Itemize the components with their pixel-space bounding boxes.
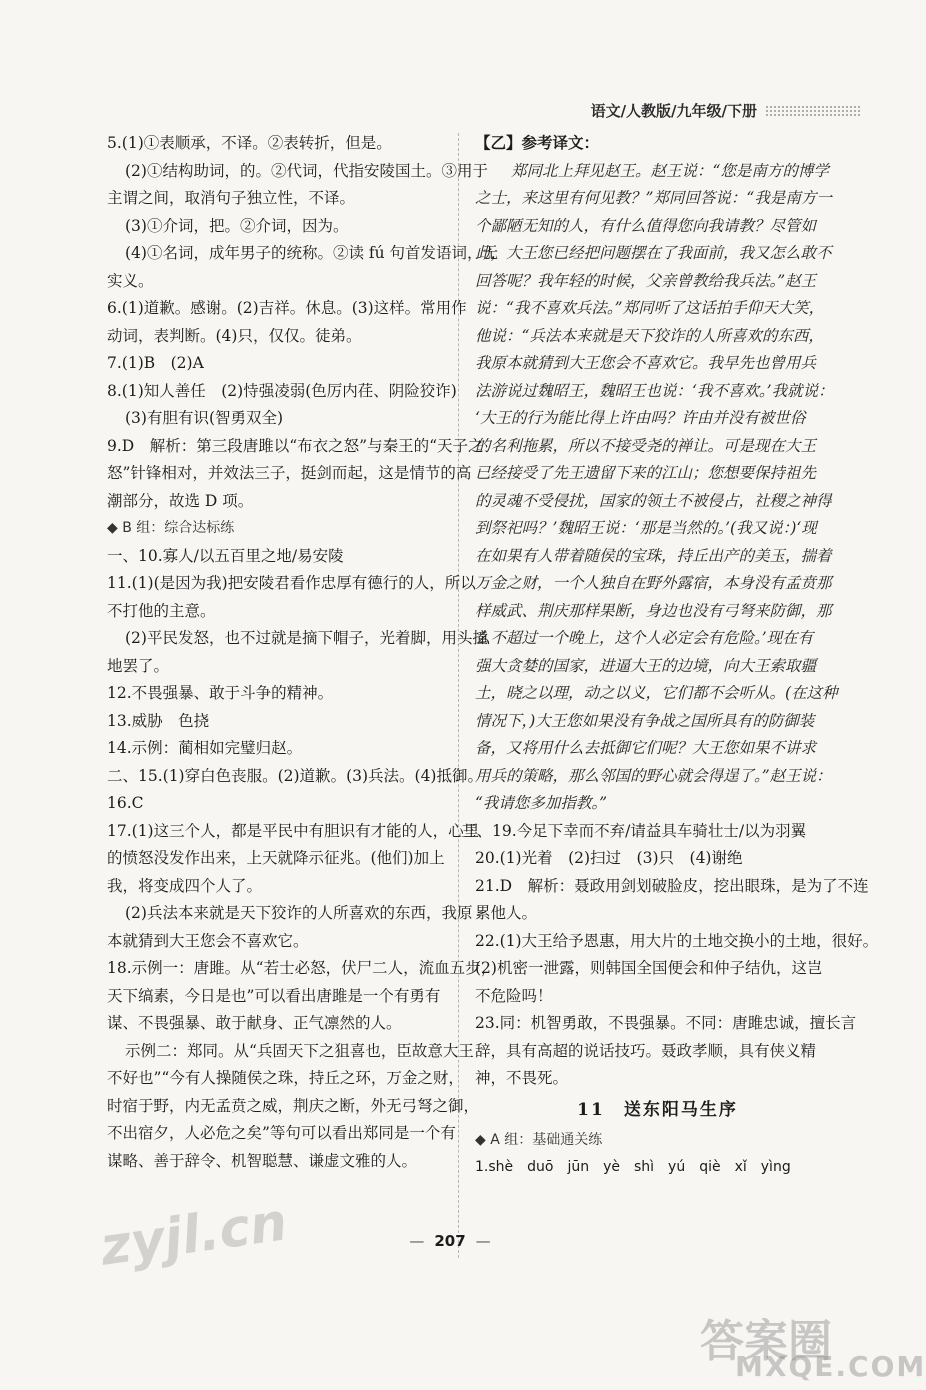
- answer-line: 5.(1)①表顺承，不译。②表转折，但是。: [107, 134, 392, 152]
- answer-line: 万金之财，一个人独自在野外露宿，本身没有孟贲那: [475, 574, 832, 592]
- answer-line: 法游说过魏昭王，魏昭王也说：‘我不喜欢。’我就说：: [475, 381, 834, 400]
- section-heading-a: ◆ A 组：基础通关练: [475, 1131, 603, 1148]
- answer-line: 不出宿夕，人必危之矣”等句可以看出郑同是一个有: [107, 1124, 456, 1142]
- answer-line: 在如果有人带着随侯的宝珠，持丘出产的美玉，揣着: [475, 546, 832, 565]
- answer-line: 8.(1)知人善任 (2)恃强凌弱(色厉内荏、阴险狡诈): [107, 381, 457, 400]
- answer-line: 20.(1)光着 (2)扫过 (3)只 (4)谢绝: [475, 849, 743, 867]
- section-heading-b: ◆ B 组：综合达标练: [107, 520, 235, 536]
- answer-line: 回答呢？我年轻的时候，父亲曾教给我兵法。”赵王: [475, 271, 817, 290]
- answer-line: 实义。: [107, 271, 154, 290]
- answer-line: 情况下，)大王您如果没有争战之国所具有的防御装: [475, 711, 815, 730]
- answer-line: 主谓之间，取消句子独立性，不译。: [107, 189, 356, 207]
- answer-line: 不危险吗！: [475, 986, 553, 1005]
- answer-line: 潮部分，故选 D 项。: [107, 491, 254, 510]
- answer-line: 我，将变成四个人了。: [107, 876, 263, 895]
- left-column: [107, 130, 499, 1175]
- answer-line: 23.同：机智勇敢，不畏强暴。不同：唐雎忠诚，擅长言: [475, 1014, 857, 1032]
- answer-line: 17.(1)这三个人，都是平民中有胆识有才能的人，心里: [107, 821, 480, 840]
- page-header: [0, 0, 900, 130]
- answer-line: 12.不畏强暴、敢于斗争的精神。: [107, 684, 334, 702]
- watermark-zyjl: zyjl.cn: [96, 1192, 291, 1278]
- answer-line: 谋、不畏强暴、敢于献身、正气凛然的人。: [107, 1014, 402, 1032]
- answer-line: 不打他的主意。: [107, 601, 216, 620]
- translation-title: 【乙】参考译文：: [475, 134, 600, 152]
- answer-line: 辞，具有高超的说话技巧。聂政孝顺，具有侠义精: [475, 1041, 817, 1060]
- answer-line: 一、10.寡人/以五百里之地/易安陵: [107, 546, 344, 565]
- answer-line: 地罢了。: [107, 656, 170, 675]
- answer-line: 18.示例一：唐雎。从“若士必怒，伏尸二人，流血五步，: [107, 959, 497, 977]
- answer-line: 用兵的策略，那么邻国的野心就会得逞了。”赵王说：: [475, 766, 832, 785]
- answer-line: 21.D 解析：聂政用剑划破脸皮，挖出眼珠，是为了不连: [475, 876, 869, 895]
- answer-line: 的愤怒没发作出来，上天就降示征兆。(他们)加上: [107, 849, 445, 867]
- answer-line: 我原本就猜到大王您会不喜欢它。我早先也曾用兵: [475, 354, 817, 372]
- answer-line: (3)有胆有识(智勇双全): [125, 409, 284, 427]
- answer-line: 到祭祀吗？’魏昭王说：‘那是当然的。’(我又说：)‘现: [475, 519, 817, 537]
- answer-line: 6.(1)道歉。感谢。(2)吉祥。休息。(3)这样。常用作: [107, 299, 467, 317]
- answer-line: (4)①名词，成年男子的统称。②读 fú 句首发语词，无: [125, 244, 499, 262]
- answer-line: 示例二：郑同。从“兵固天下之狙喜也，臣故意大王: [125, 1041, 474, 1060]
- watermark-daanquan: 答案圈: [700, 1316, 832, 1367]
- answer-line: 13.威胁 色挠: [107, 711, 210, 730]
- header-dot-pattern: [765, 105, 860, 117]
- answer-line: 神，不畏死。: [475, 1069, 569, 1087]
- answer-line: 说：“我不喜欢兵法。”郑同听了这话拍手仰天大笑，: [475, 299, 825, 317]
- right-column-answers: [461, 130, 879, 1093]
- answer-line: 谋略、善于辞令、机智聪慧、谦虚文雅的人。: [107, 1151, 418, 1170]
- answer-line: 备，又将用什么去抵御它们呢？大王您如果不讲求: [475, 739, 817, 757]
- answer-line: 7.(1)B (2)A: [107, 354, 204, 372]
- answer-line: 的名利拖累，所以不接受尧的禅让。可是现在大王: [475, 436, 817, 455]
- lesson-title: 11 送东阳马生序: [577, 1099, 738, 1120]
- answer-line: ‘大王的行为能比得上许由吗？许由并没有被世俗: [475, 409, 806, 427]
- answer-line: 么不超过一个晚上，这个人必定会有危险。’现在有: [475, 629, 814, 647]
- answer-line: (2)兵法本来就是天下狡诈的人所喜欢的东西，我原: [125, 904, 473, 922]
- answer-line: 他说：“兵法本来就是天下狡诈的人所喜欢的东西，: [475, 326, 824, 345]
- answer-line: 样威武、荆庆那样果断，身边也没有弓弩来防御，那: [475, 601, 832, 620]
- answer-line: 此，大王您已经把问题摆在了我面前，我又怎么敢不: [475, 244, 832, 262]
- answer-line: 郑同北上拜见赵王。赵王说：“您是南方的博学: [511, 161, 829, 180]
- answer-line: 9.D 解析：第三段唐雎以“布衣之怒”与秦王的“天子之: [107, 436, 484, 455]
- answer-line: 个鄙陋无知的人，有什么值得您向我请教？尽管如: [475, 216, 817, 235]
- book-series-tag: [591, 100, 860, 121]
- book-series-label: 语文/人教版/九年级/下册: [590, 102, 757, 120]
- answer-line: 14.示例：蔺相如完璧归赵。: [107, 739, 303, 757]
- answer-line: (2)平民发怒，也不过就是摘下帽子，光着脚，用头撞: [125, 629, 488, 647]
- answer-line: (2)①结构助词，的。②代词，代指安陵国土。③用于: [125, 161, 488, 180]
- page-number-value: 207: [434, 1232, 466, 1250]
- answer-line: (2)机密一泄露，则韩国全国便会和仲子结仇，这岂: [475, 959, 823, 977]
- answer-line: 怒”针锋相对，并效法三子，挺剑而起，这是情节的高: [107, 464, 472, 482]
- answer-line: (3)①介词，把。②介词，因为。: [125, 216, 349, 235]
- answer-line: 已经接受了先王遗留下来的江山；您想要保持祖先: [475, 464, 817, 482]
- answer-line: 时宿于野，内无孟贲之威，荆庆之断，外无弓弩之御，: [107, 1096, 480, 1115]
- answer-line: 本就猜到大王您会不喜欢它。: [107, 931, 309, 950]
- answer-line: 16.C: [107, 794, 144, 812]
- answer-line: 动词，表判断。(4)只，仅仅。徒弟。: [107, 326, 362, 345]
- answer-line: “我请您多加指教。”: [475, 794, 608, 812]
- answer-line: 11.(1)(是因为我)把安陵君看作忠厚有德行的人，所以: [107, 574, 476, 592]
- answer-line: 之士，来这里有何见教？”郑同回答说：“我是南方一: [475, 189, 832, 207]
- answer-line: 强大贪婪的国家，进逼大王的边境，向大王索取疆: [475, 656, 817, 675]
- page-number: — 207 —: [409, 1232, 491, 1250]
- answer-line: 累他人。: [475, 904, 538, 922]
- answer-line: 土，晓之以理，动之以义，它们都不会听从。(在这种: [475, 684, 838, 702]
- right-column: [461, 130, 879, 1182]
- watermark-mxqe: MXQE.COM: [735, 1350, 926, 1383]
- answer-line: 不好也”“今有人操随侯之珠，持丘之环，万金之财，: [107, 1069, 464, 1087]
- question-1-pinyin: 1.shè duō jūn yè shì yú qiè xǐ yìng: [475, 1159, 791, 1175]
- answer-line: 天下缟素，今日是也”可以看出唐雎是一个有勇有: [107, 986, 441, 1005]
- answer-line: 22.(1)大王给予恩惠，用大片的土地交换小的土地，很好。: [475, 931, 879, 950]
- answer-line: 三、19.今足下幸而不弃/请益具车骑壮士/以为羽翼: [461, 821, 807, 840]
- answer-line: 的灵魂不受侵扰，国家的领土不被侵占，社稷之神得: [475, 491, 832, 510]
- answer-line: 二、15.(1)穿白色丧服。(2)道歉。(3)兵法。(4)抵御。: [107, 766, 483, 785]
